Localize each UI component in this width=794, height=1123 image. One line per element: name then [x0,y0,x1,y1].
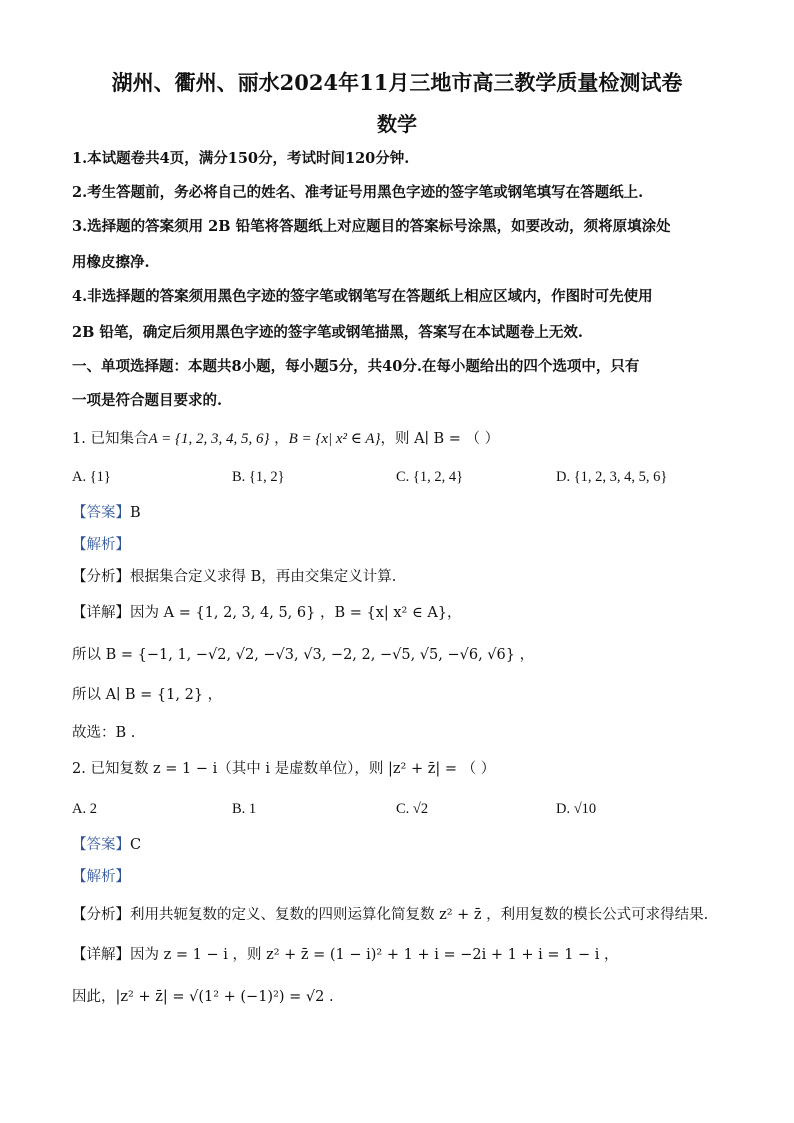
fenxi-tag: 【分析】 [72,569,130,585]
q1-set-b: B = {x| x² ∈ A} [288,431,381,447]
q1-option-a: A. {1} [72,469,111,485]
instruction-2: 2.考生答题前，务必将自己的姓名、准考证号用黑色字迹的签字笔或钢笔填写在答题纸上. [72,184,644,201]
q1-stem: 1. 已知集合A = {1, 2, 3, 4, 5, 6} ，B = {x| x² ∈ A}，则 A∣ B = （ ） [72,431,500,447]
q1-set-a: A = {1, 2, 3, 4, 5, 6} [148,431,270,447]
q2-fenxi [72,904,708,926]
q1-stem-post: ，则 A∣ B = （ ） [380,431,500,447]
fenxi-tag: 【分析】 [72,907,130,923]
instruction-4-cont: 2B 铅笔，确定后须用黑色字迹的签字笔或钢笔描黑，答案写在本试题卷上无效. [72,324,583,341]
analysis-tag: 【解析】 [72,537,130,553]
detail-tag: 【详解】 [72,605,130,621]
detail-tag: 【详解】 [72,947,130,963]
section-heading-cont: 一项是符合题目要求的. [72,392,223,409]
q1-analysis-tag [72,534,130,556]
subject-title: 数学 [377,112,417,136]
q1-choice: 故选：B . [72,725,136,741]
q1-option-d: D. {1, 2, 3, 4, 5, 6} [556,469,668,485]
answer-tag: 【答案】 [72,837,130,853]
q1-fenxi [72,566,396,588]
q2-detail [72,944,619,966]
q1-option-c: C. {1, 2, 4} [396,469,464,485]
q2-conclusion: 因此，|z² + z̄| = √(1² + (−1)²) = √2 . [72,989,334,1005]
q2-option-b: B. 1 [232,801,257,817]
analysis-tag: 【解析】 [72,869,130,885]
exam-title: 湖州、衢州、丽水2024年11月三地市高三教学质量检测试卷 [111,70,683,95]
section-heading: 一、单项选择题：本题共8小题，每小题5分，共40分.在每小题给出的四个选项中，只有 [72,358,640,375]
q2-option-c: C. √2 [396,801,429,817]
instruction-4: 4.非选择题的答案须用黑色字迹的签字笔或钢笔写在答题纸上相应区域内，作图时可先使用 [72,288,653,305]
q2-answer [72,834,141,856]
q1-fenxi-text: 根据集合定义求得 B，再由交集定义计算. [130,569,397,585]
instruction-3: 3.选择题的答案须用 2B 铅笔将答题纸上对应题目的答案标号涂黑，如要改动，须将原填涂处 [72,218,671,235]
q2-answer-value: C [130,837,142,853]
instruction-3-cont: 用橡皮擦净. [72,254,150,271]
q1-answer-value: B [130,505,141,521]
q2-analysis-tag [72,866,130,888]
q1-detail [72,602,462,624]
q1-answer [72,502,141,524]
q1-detail-text: 因为 A = {1, 2, 3, 4, 5, 6} ，B = {x| x² ∈ A}， [130,605,462,621]
q2-option-a: A. 2 [72,801,97,817]
q2-option-d: D. √10 [556,801,597,817]
q1-line-ab: 所以 A∣ B = {1, 2} ， [72,687,223,703]
q1-stem-pre: 1. 已知集合 [72,431,149,447]
q1-option-b: B. {1, 2} [232,469,285,485]
q1-line-b: 所以 B = {−1, 1, −√2, √2, −√3, √3, −2, 2, −√5, √5, −√6, √6} ， [72,647,535,663]
q2-fenxi-text: 利用共轭复数的定义、复数的四则运算化简复数 z² + z̄ ，利用复数的模长公式可求得结果. [130,907,709,923]
instruction-1: 1.本试题卷共4页，满分150分，考试时间120分钟. [72,150,410,167]
answer-tag: 【答案】 [72,505,130,521]
q2-detail-text: 因为 z = 1 − i ，则 z² + z̄ = (1 − i)² + 1 + i = −2i + 1 + i = 1 − i ， [130,947,619,963]
q2-stem: 2. 已知复数 z = 1 − i（其中 i 是虚数单位），则 |z² + z̄| = （ ） [72,761,496,777]
